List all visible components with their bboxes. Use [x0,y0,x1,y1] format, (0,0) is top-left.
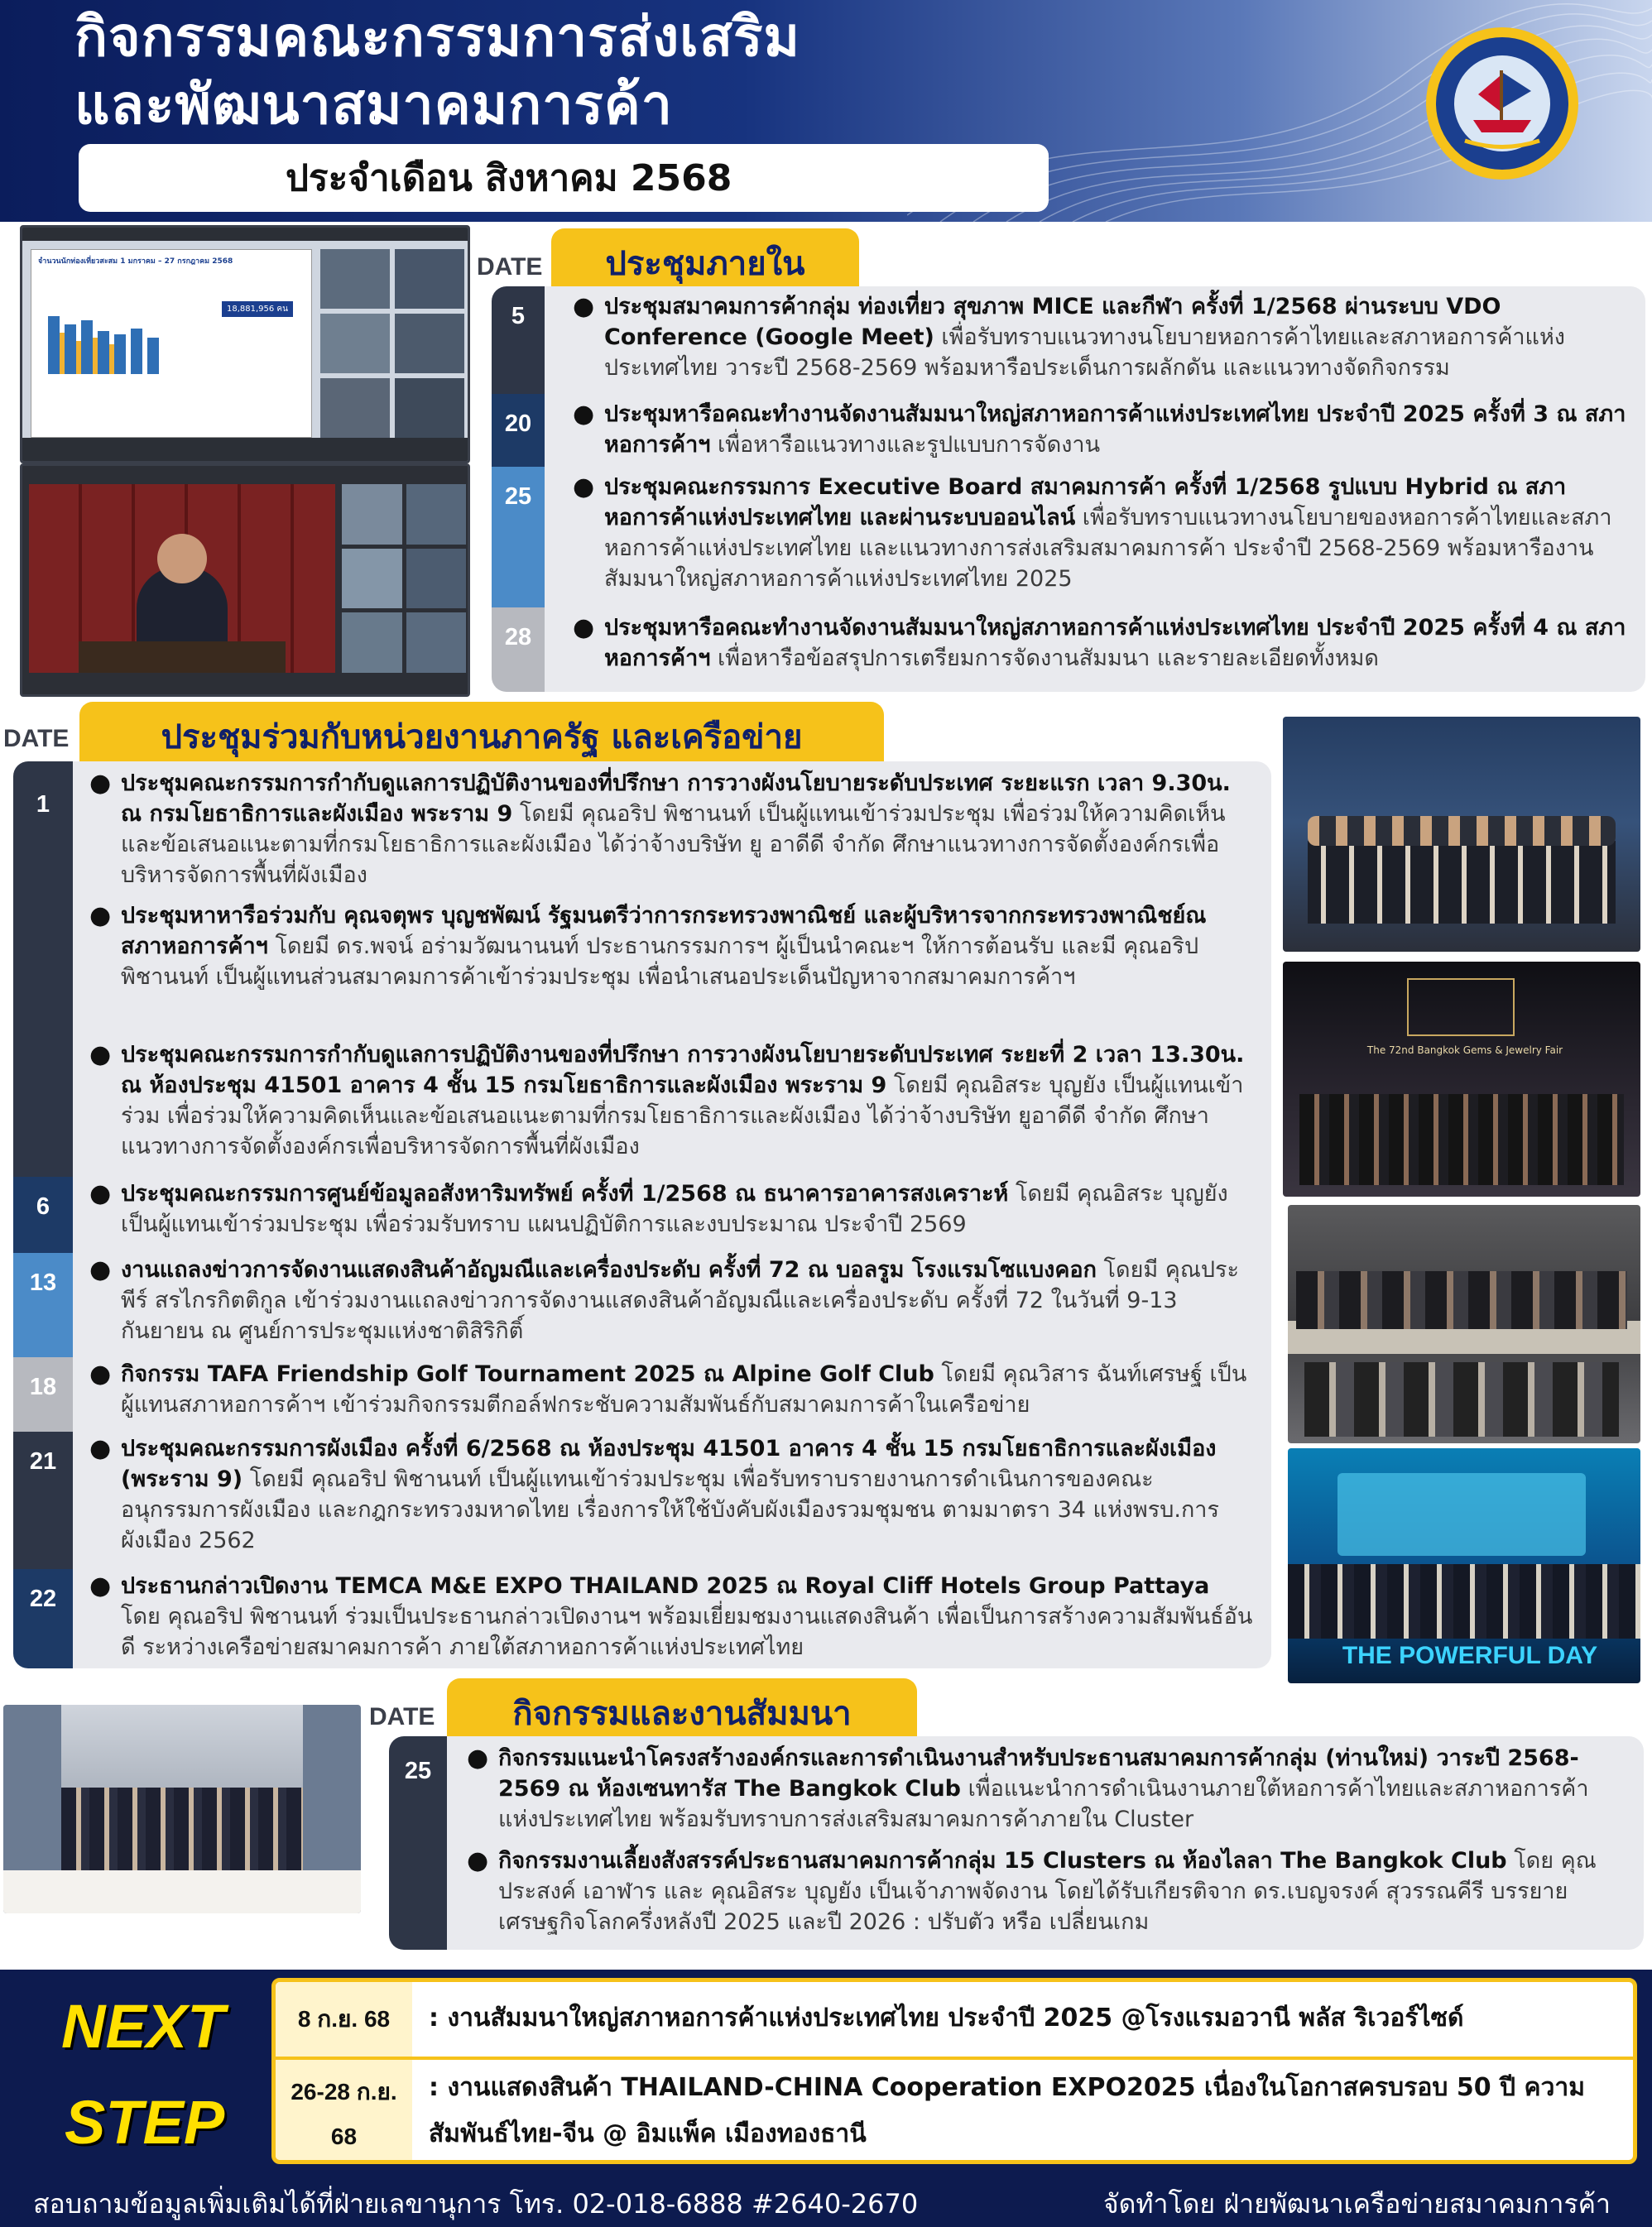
item-detail: เพื่อแนะนำการดำเนินงานภายใต้หอการค้าไทยและสภาหอการค้าแห่งประเทศไทย พร้อมรับทราบการส่งเสริมสมาคมการค้าภายใน Cluster [498,1776,1589,1832]
item-heading: ประชุมคณะกรรมการศูนย์ข้อมูลอสังหาริมทรัพย์ ครั้งที่ 1/2568 ณ ธนาคารอาคารสงเคราะห์ [121,1181,1009,1207]
bullet-icon: ● [573,613,595,642]
day-badge: 22 [13,1569,73,1668]
seminar-group-photo [3,1705,361,1913]
item-detail: เพื่อรับทราบแนวทางนโยบายของหอการค้าไทยและสภาหอการค้าแห่งประเทศไทย และแนวทางการส่งเสริมสมาคมการค้า ประจำปี 2568-2569 พร้อมหารืองานสัมมนาใหญ่สภาหอการค้าแห่งประเทศไทย 2025 [604,505,1612,592]
item-text [573,612,1627,674]
item-text [89,768,1253,890]
list-item [492,607,1645,692]
list-item [13,900,1271,1039]
next-step-date: 8 ก.ย. 68 [276,1982,412,2057]
item-heading: ประชุมคณะกรรมการ Executive Board สมาคมการค้า ครั้งที่ 1/2568 รูปแบบ Hybrid ณ สภาหอการค้าแห่งประเทศไทย และผ่านระบบออนไลน์ [604,474,1567,530]
bullet-icon: ● [89,1040,112,1069]
next-step-item [276,1982,1633,2060]
video-conference-screenshot [20,225,470,463]
next-step-item [276,2060,1633,2164]
meeting-room-video-screenshot [20,463,470,697]
government-meetings-list [13,761,1271,1668]
slide-total: 18,881,956 คน [222,301,293,317]
list-item [492,286,1645,394]
day-badge: 1 [13,761,73,1177]
bullet-icon: ● [573,473,595,502]
list-item [13,1432,1271,1569]
list-item [13,1039,1271,1177]
item-detail: โดยมี คุณอริป พิชานนท์ เป็นผู้แทนเข้าร่วมประชุม เพื่อร่วมให้ความคิดเห็นและข้อเสนอแนะตามที่กรมโยธาธิการและผังเมือง ได้ว่าจ้างบริษัท ยู อาดีดี จำกัด ศึกษาแนวทางการจัดตั้งองค์กรเพื่อบริหารจัดการพื้นที่ผังเมือง [121,801,1226,888]
item-text [573,472,1627,594]
bullet-icon: ● [89,1434,112,1463]
slide-title: จำนวนนักท่องเที่ยวสะสม 1 มกราคม – 27 กรกฎาคม 2568 [38,257,233,266]
item-heading: ประธานกล่าวเปิดงาน TEMCA M&E EXPO THAILAND 2025 ณ Royal Cliff Hotels Group Pattaya [121,1573,1210,1599]
internal-meetings-list [492,286,1645,692]
bar-chart-thumbnail [40,283,205,391]
item-heading: กิจกรรม TAFA Friendship Golf Tournament 2025 ณ Alpine Golf Club [121,1361,934,1387]
day-badge: 28 [492,607,545,692]
item-heading: ประชุมหารือคณะทำงานจัดงานสัมมนาใหญ่สภาหอการค้าแห่งประเทศไทย ประจำปี 2025 ครั้งที่ 3 ณ สภาหอการค้าฯ [604,401,1626,458]
item-detail: เพื่อรับทราบแนวทางนโยบายหอการค้าไทยและสภาหอการค้าแห่งประเทศไทย วาระปี 2568-2569 พร้อมหารือประเด็นการผลักดัน และแนวทางจัดกิจกรรม [604,324,1565,381]
section-title-government: ประชุมร่วมกับหน่วยงานภาครัฐ และเครือข่าย [79,702,884,761]
month-banner: ประจำเดือน สิงหาคม 2568 [79,144,1049,212]
section-title-seminar: กิจกรรมและงานสัมมนา [447,1678,917,1736]
bullet-icon: ● [89,901,112,930]
item-text [89,1571,1253,1663]
bullet-icon: ● [89,1255,112,1284]
next-step-box [271,1978,1637,2164]
footer-contact: สอบถามข้อมูลเพิ่มเติมได้ที่ฝ่ายเลขานุการ โทร. 02-018-6888 #2640-2670 [33,2188,919,2220]
next-step-date: 26-28 ก.ย. 68 [276,2060,412,2164]
item-detail: โดยมี คุณประพีร์ สรไกรกิตติกูล เข้าร่วมงานแถลงข่าวการจัดงานแสดงสินค้าอัญมณีและเครื่องประดับ ครั้งที่ 72 ในวันที่ 9-13 กันยายน ณ ศูนย์การประชุมแห่งชาติสิริกิติ์ [121,1257,1240,1344]
day-badge: 6 [13,1177,73,1253]
item-heading: ประชุมคณะกรรมการกำกับดูแลการปฏิบัติงานของที่ปรึกษา การวางผังนโยบายระดับประเทศ ระยะแรก เวลา 9.30น. ณ กรมโยธาธิการและผังเมือง พระราม 9 [121,770,1231,827]
item-heading: ประชุมหาหารือร่วมกับ คุณจตุพร บุญชพัฒน์ รัฐมนตรีว่าการกระทรวงพาณิชย์ และผู้บริหารจากกระทรวงพาณิชย์ณ สภาหอการค้าฯ [121,903,1207,959]
board-of-trade-logo [1424,25,1581,182]
item-detail: โดยมี คุณอิสระ บุญยัง เป็นผู้แทนเข้าร่วม เพื่อร่วมให้ความคิดเห็นและข้อเสนอแนะตามที่กรมโยธาธิการและผังเมือง ได้ว่าจ้างบริษัท ยูอาดีดี จำกัด ศึกษาแนวทางการจัดตั้งองค์กรเพื่อบริหารจัดการพื้นที่ผังเมือง [121,1073,1244,1159]
day-badge: 5 [492,286,545,394]
bullet-icon: ● [573,292,595,321]
list-item [389,1844,1644,1950]
next-step-text: : งานสัมมนาใหญ่สภาหอการค้าแห่งประเทศไทย ประจำปี 2025 @โรงแรมอวานี พลัส ริเวอร์ไซด์ [429,2004,1464,2033]
item-detail: เพื่อหารือแนวทางและรูปแบบการจัดงาน [710,432,1101,458]
day-badge: 21 [13,1432,73,1569]
list-item [389,1736,1644,1844]
header-banner [0,0,1652,222]
bullet-icon: ● [89,769,112,798]
expo-banner: THE POWERFUL DAY [1342,1642,1598,1669]
page-title [74,3,1109,139]
item-heading: ประชุมสมาคมการค้ากลุ่ม ท่องเที่ยว สุขภาพ MICE และกีฬา ครั้งที่ 1/2568 ผ่านระบบ VDO Conference (Google Meet) [604,294,1501,350]
list-item [13,1357,1271,1432]
footer-credit: จัดทำโดย ฝ่ายพัฒนาเครือข่ายสมาคมการค้า [1102,2188,1611,2220]
item-heading: กิจกรรมงานเลี้ยงสังสรรค์ประธานสมาคมการค้ากลุ่ม 15 Clusters ณ ห้องไลลา The Bangkok Club [498,1848,1507,1874]
item-detail: โดยมี คุณอริป พิชานนท์ เป็นผู้แทนเข้าร่วมประชุม เพื่อรับทราบรายงานการดำเนินการของคณะอนุกรรมการผังเมือง และกฎกระทรวงมหาดไทย เรื่องการให้ใช้บังคับผังเมืองรวมชุมชน ตามมาตรา 34 แห่งพรบ.การผังเมือง 2562 [121,1466,1219,1553]
bullet-icon: ● [89,1179,112,1208]
list-item [492,394,1645,467]
item-detail: เพื่อหารือข้อสรุปการเตรียมการจัดงานสัมมนา และรายละเอียดทั้งหมด [710,646,1379,671]
item-text [573,399,1627,460]
title-line-2: และพัฒนาสมาคมการค้า [74,73,673,137]
item-detail: โดยมี ดร.พจน์ อร่ามวัฒนานนท์ ประธานกรรมการฯ ผู้เป็นนำคณะฯ ให้การต้อนรับ และมี คุณอริป พิชานนท์ เป็นผู้แทนส่วนสมาคมการค้าเข้าร่วมประชุม เพื่อนำเสนอประเด็นปัญหาจากสมาคมการค้าฯ [121,934,1199,990]
date-label-government: DATE [3,725,70,752]
item-heading: กิจกรรมแนะนำโครงสร้างองค์กรและการดำเนินงานสำหรับประธานสมาคมการค้ากลุ่ม (ท่านใหม่) วาระปี 2568-2569 ณ ห้องเซนทารัส The Bangkok Club [498,1745,1579,1802]
day-badge: 18 [13,1357,73,1432]
list-item [13,1253,1271,1357]
item-text [89,1255,1253,1346]
item-text [467,1845,1626,1937]
expo-opening-photo [1288,1448,1640,1683]
title-line-1: กิจกรรมคณะกรรมการส่งเสริม [74,5,800,69]
list-item [13,1177,1271,1253]
item-heading: ประชุมคณะกรรมการกำกับดูแลการปฏิบัติงานของที่ปรึกษา การวางผังนโยบายระดับประเทศ ระยะที่ 2 เวลา 13.30น. ณ ห้องประชุม 41501 อาคาร 4 ชั้น 15 กรมโยธาธิการและผังเมือง พระราม 9 [121,1042,1245,1098]
item-text [89,1178,1253,1240]
committee-meeting-photo [1288,1205,1640,1443]
item-text [89,1039,1253,1162]
item-heading: ประชุมคณะกรรมการผังเมือง ครั้งที่ 6/2568 ณ ห้องประชุม 41501 อาคาร 4 ชั้น 15 กรมโยธาธิการและผังเมือง (พระราม 9) [121,1436,1217,1492]
step-word: STEP [65,2088,225,2157]
next-step-text: : งานแสดงสินค้า THAILAND-CHINA Cooperation EXPO2025 เนื่องในโอกาสครบรอบ 50 ปี ความสัมพันธ์ไทย-จีน @ อิมแพ็ค เมืองทองธานี [429,2073,1586,2148]
list-item [13,1569,1271,1668]
day-badge: 25 [389,1736,447,1950]
day-badge: 13 [13,1253,73,1357]
item-detail: โดยมี คุณวิสาร ฉันท์เศรษฐ์ เป็นผู้แทนสภาหอการค้าฯ เข้าร่วมกิจกรรมตีกอล์ฟกระชับความสัมพันธ์กับสมาคมการค้าในเครือข่าย [121,1361,1247,1418]
item-detail: โดยมี คุณอิสระ บุญยัง เป็นผู้แทนเข้าร่วมประชุม เพื่อร่วมรับทราบ แผนปฏิบัติการและงบประมาณ ประจำปี 2569 [121,1181,1228,1237]
group-photo-meeting [1283,717,1640,952]
bullet-icon: ● [89,1360,112,1389]
bullet-icon: ● [573,400,595,429]
item-text [89,1359,1253,1420]
item-text [89,1433,1253,1556]
bullet-icon: ● [467,1744,489,1773]
item-heading: งานแถลงข่าวการจัดงานแสดงสินค้าอัญมณีและเครื่องประดับ ครั้งที่ 72 ณ บอลรูม โรงแรมโซแบงคอก [121,1257,1097,1283]
item-detail: โดย คุณอริป พิชานนท์ ร่วมเป็นประธานกล่าวเปิดงานฯ พร้อมเยี่ยมชมงานแสดงสินค้า เพื่อเป็นการสร้างความสัมพันธ์อันดี ระหว่างเครือข่ายสมาคมการค้า ภายใต้สภาหอการค้าแห่งประเทศไทย [121,1604,1253,1660]
day-badge: 20 [492,394,545,467]
list-item [492,467,1645,607]
date-label-seminar: DATE [369,1703,435,1730]
item-text [467,1743,1626,1835]
day-badge: 25 [492,467,545,607]
gems-fair-banner: The 72nd Bangkok Gems & Jewelry Fair [1366,1044,1563,1056]
section-title-internal: ประชุมภายใน [551,228,859,286]
gems-fair-press-photo [1283,962,1640,1197]
seminar-list [389,1736,1644,1950]
item-text [89,900,1253,992]
next-word: NEXT [61,1992,225,2061]
bullet-icon: ● [89,1572,112,1601]
bullet-icon: ● [467,1846,489,1875]
item-heading: ประชุมหารือคณะทำงานจัดงานสัมมนาใหญ่สภาหอการค้าแห่งประเทศไทย ประจำปี 2025 ครั้งที่ 4 ณ สภาหอการค้าฯ [604,615,1626,671]
item-detail: โดย คุณประสงค์ เอาฬาร และ คุณอิสระ บุญยัง เป็นเจ้าภาพจัดงาน โดยได้รับเกียรติจาก ดร.เบญจรงค์ สุวรรณคีรี บรรยาย เศรษฐกิจโลกครึ่งหลังปี 2025 และปี 2026 : ปรับตัว หรือ เปลี่ยนเกม [498,1848,1597,1935]
item-text [573,291,1627,383]
date-label-internal: DATE [477,253,543,281]
list-item [13,761,1271,900]
